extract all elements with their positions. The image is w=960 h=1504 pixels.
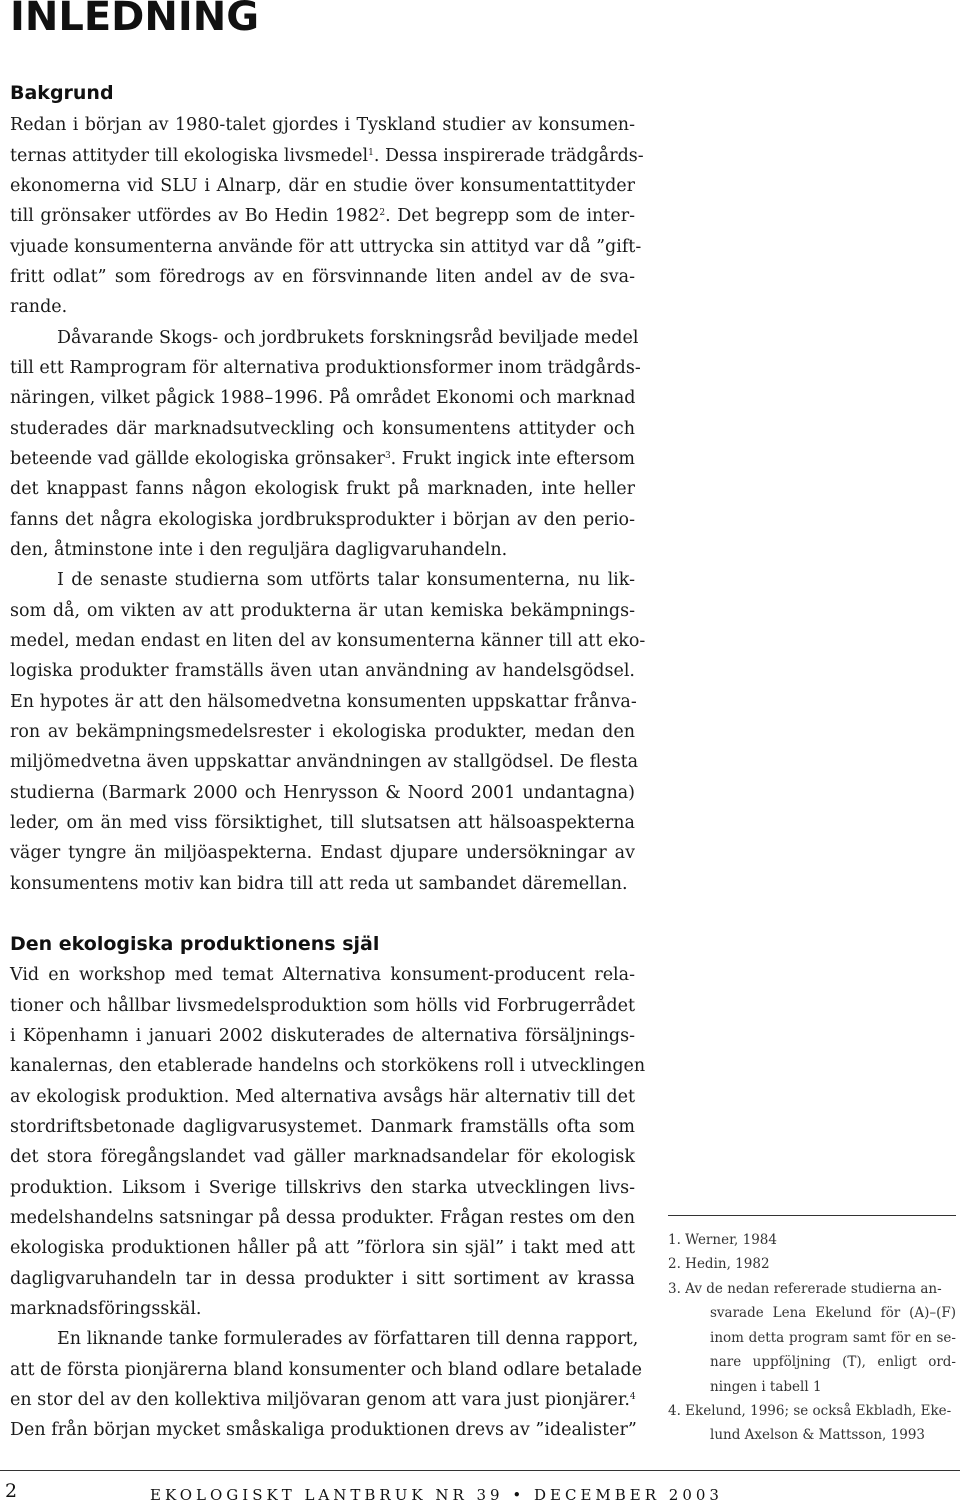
- paragraph-line: leder, om än med viss försiktighet, till slutsatsen att hälsoaspekterna: [10, 813, 635, 833]
- paragraph-line: konsumentens motiv kan bidra till att reda ut sambandet däremellan.: [10, 874, 628, 894]
- paragraph-line: produktion. Liksom i Sverige tillskrivs den starka utvecklingen livs-: [10, 1178, 635, 1198]
- paragraph-line: väger tyngre än miljöaspekterna. Endast djupare undersökningar av: [10, 843, 635, 863]
- paragraph-line: beteende vad gällde ekologiska grönsaker$^3$. Frukt ingick inte eftersom: [10, 449, 635, 469]
- paragraph-line: stordriftsbetonade dagligvarusystemet. Danmark framställs ofta som: [10, 1117, 635, 1137]
- paragraph-line: Dåvarande Skogs- och jordbrukets forskningsråd beviljade medel: [57, 328, 639, 348]
- paragraph-line: som då, om vikten av att produkterna är utan kemiska bekämpnings-: [10, 601, 635, 621]
- paragraph-line: näringen, vilket pågick 1988–1996. På området Ekonomi och marknad: [10, 388, 636, 408]
- footnote-continuation: svarade Lena Ekelund för (A)–(F): [710, 1305, 956, 1321]
- paragraph-line: till grönsaker utfördes av Bo Hedin 1982$^2$. Det begrepp som de inter-: [10, 206, 635, 226]
- footnote-continuation: lund Axelson & Mattsson, 1993: [710, 1427, 925, 1443]
- paragraph-line: logiska produkter framställs även utan användning av handelsgödsel.: [10, 661, 635, 681]
- footnote-ref: 3: [384, 451, 391, 461]
- footnote: 3. Av de nedan refererade studierna an-: [668, 1281, 942, 1297]
- paragraph-line: rande.: [10, 297, 68, 317]
- footnote: 1. Werner, 1984: [668, 1232, 777, 1248]
- paragraph-line: den, åtminstone inte i den reguljära dagligvaruhandeln.: [10, 540, 508, 560]
- paragraph-line: det knappast fanns någon ekologisk frukt på marknaden, inte heller: [10, 479, 635, 499]
- paragraph-line: medelshandelns satsningar på dessa produkter. Frågan restes om den: [10, 1208, 635, 1228]
- paragraph-line: till ett Ramprogram för alternativa produktionsformer inom trädgårds-: [10, 358, 641, 378]
- footnote: 4. Ekelund, 1996; se också Ekbladh, Eke-: [668, 1403, 952, 1419]
- paragraph-line: av ekologisk produktion. Med alternativa avsågs här alternativ till det: [10, 1087, 635, 1107]
- footnote-continuation: ningen i tabell 1: [710, 1379, 822, 1395]
- footnotes-rule: [668, 1215, 956, 1216]
- page-number: 2: [5, 1480, 18, 1502]
- section-heading-produktionens-sjal: Den ekologiska produktionens själ: [10, 933, 380, 955]
- paragraph-line: tioner och hållbar livsmedelsproduktion som hölls vid Forbrugerrådet: [10, 996, 635, 1016]
- paragraph-line: ekologiska produktionen håller på att ”förlora sin själ” i takt med att: [10, 1238, 635, 1258]
- paragraph-line: medel, medan endast en liten del av konsumenterna känner till att eko-: [10, 631, 646, 651]
- footnote-continuation: nare uppföljning (T), enligt ord-: [710, 1354, 956, 1370]
- footnote-ref: 2: [379, 208, 386, 218]
- page-title: INLEDNING: [10, 0, 260, 40]
- paragraph-line: marknadsföringsskäl.: [10, 1299, 202, 1319]
- paragraph-line: Vid en workshop med temat Alternativa konsument-producent rela-: [10, 965, 635, 985]
- paragraph-line: dagligvaruhandeln tar in dessa produkter i sitt sortiment av krassa: [10, 1269, 635, 1289]
- running-footer: EKOLOGISKT LANTBRUK NR 39 • DECEMBER 2003: [150, 1486, 723, 1504]
- paragraph-line: En liknande tanke formulerades av författaren till denna rapport,: [57, 1329, 639, 1349]
- footnote: 2. Hedin, 1982: [668, 1256, 770, 1272]
- footer-rule: [0, 1470, 960, 1471]
- paragraph-line: ron av bekämpningsmedelsrester i ekologiska produkter, medan den: [10, 722, 635, 742]
- paragraph-line: ekonomerna vid SLU i Alnarp, där en studie över konsumentattityder: [10, 176, 635, 196]
- paragraph-line: att de första pionjärerna bland konsumenter och bland odlare betalade: [10, 1360, 642, 1380]
- section-heading-bakgrund: Bakgrund: [10, 82, 114, 104]
- paragraph-line: vjuade konsumenterna använde för att uttrycka sin attityd var då ”gift-: [10, 237, 642, 257]
- paragraph-line: studerades där marknadsutveckling och konsumentens attityder och: [10, 419, 635, 439]
- paragraph-line: det stora föregångslandet vad gäller marknadsandelar för ekologisk: [10, 1147, 635, 1167]
- paragraph-line: ternas attityder till ekologiska livsmedel$^1$. Dessa inspirerade trädgårds-: [10, 146, 644, 166]
- paragraph-line: fanns det några ekologiska jordbruksprodukter i början av den perio-: [10, 510, 635, 530]
- footnote-ref: 1: [368, 148, 374, 158]
- footnote-continuation: inom detta program samt för en se-: [710, 1330, 956, 1346]
- paragraph-line: kanalernas, den etablerade handelns och storkökens roll i utvecklingen: [10, 1056, 646, 1076]
- paragraph-line: en stor del av den kollektiva miljövaran genom att vara just pionjärer.$^4$: [10, 1390, 636, 1410]
- footnote-ref: 4: [629, 1392, 636, 1402]
- paragraph-line: fritt odlat” som föredrogs av en försvinnande liten andel av de sva-: [10, 267, 635, 287]
- paragraph-line: studierna (Barmark 2000 och Henrysson & Noord 2001 undantagna): [10, 783, 635, 803]
- paragraph-line: En hypotes är att den hälsomedvetna konsumenten uppskattar frånva-: [10, 692, 637, 712]
- paragraph-line: miljömedvetna även uppskattar användningen av stallgödsel. De flesta: [10, 752, 639, 772]
- paragraph-line: Redan i början av 1980-talet gjordes i Tyskland studier av konsumen-: [10, 115, 635, 135]
- paragraph-line: I de senaste studierna som utförts talar konsumenterna, nu lik-: [57, 570, 635, 590]
- paragraph-line: i Köpenhamn i januari 2002 diskuterades de alternativa försäljnings-: [10, 1026, 635, 1046]
- paragraph-line: Den från början mycket småskaliga produktionen drevs av ”idealister”: [10, 1420, 637, 1440]
